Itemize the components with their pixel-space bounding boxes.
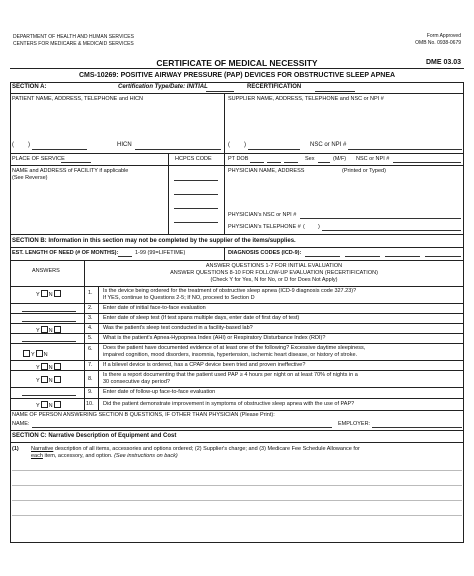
divider	[10, 234, 464, 235]
q4-number: 4.	[88, 325, 93, 331]
section-c-number: (1)	[12, 446, 19, 452]
hcpcs-field-4[interactable]	[174, 222, 218, 223]
sex-hint: (M/F)	[333, 156, 347, 162]
name-label: NAME:	[12, 421, 30, 427]
q7-no-checkbox[interactable]	[54, 363, 61, 370]
q1-answer[interactable]: Y N	[36, 290, 62, 299]
hcpcs-field-1[interactable]	[174, 180, 218, 181]
section-c-entry-line[interactable]	[12, 470, 462, 471]
q1-text: Is the device being ordered for the treatment of obstructive sleep apnea (ICD-9 diagnosis code 327.23)?	[103, 288, 357, 294]
q8-yes-checkbox[interactable]	[41, 376, 48, 383]
see-reverse-label: (See Reverse)	[12, 175, 48, 181]
section-c-entry-line[interactable]	[12, 515, 462, 516]
diagnosis-field-1[interactable]	[305, 256, 340, 257]
q5-text: What is the patient's Apnea-Hypopnea Index (AHI) or Respiratory Disturbance Index (RDI)?	[103, 335, 326, 341]
section-c-line-1: Narrative description of all items, accessories and options ordered; (2) Supplier's charge; and (3) Medicare Fee Schedule Allowance for	[31, 446, 360, 452]
divider	[10, 82, 464, 83]
supplier-nsc-field[interactable]	[348, 149, 462, 150]
column-divider	[224, 247, 225, 260]
q8-number: 8.	[88, 376, 93, 382]
divider	[10, 303, 464, 304]
frame-bottom	[10, 542, 464, 543]
dob-day-field[interactable]	[267, 162, 281, 163]
physician-phone-close: )	[318, 224, 320, 230]
q3-number: 3.	[88, 315, 93, 321]
agency-line-2: CENTERS FOR MEDICARE & MEDICAID SERVICES	[13, 41, 134, 47]
patient-phone-open: (	[12, 142, 14, 148]
q4-answer[interactable]: Y N	[36, 326, 62, 335]
instructions-1: ANSWER QUESTIONS 1-7 FOR INITIAL EVALUATION	[205, 263, 343, 269]
q7-text: If a bilevel device is ordered, has a CPAP device been tried and proven ineffective?	[103, 362, 306, 368]
q8-no-checkbox[interactable]	[54, 376, 61, 383]
physician-nsc-short: NSC or NPI #	[356, 156, 390, 162]
section-c-header: SECTION C: Narrative Description of Equipment and Cost	[12, 433, 177, 439]
name-field[interactable]	[32, 427, 332, 428]
form-code: DME 03.03	[425, 59, 461, 66]
divider	[10, 442, 464, 443]
hicn-field[interactable]	[135, 149, 221, 150]
agency-line-1: DEPARTMENT OF HEALTH AND HUMAN SERVICES	[13, 34, 134, 40]
physician-nsc-label: PHYSICIAN's NSC or NPI #	[228, 212, 297, 218]
column-divider	[84, 387, 85, 411]
initial-date-field[interactable]	[206, 91, 234, 92]
q7-answer[interactable]: Y N	[36, 363, 62, 372]
q4-yes-checkbox[interactable]	[41, 326, 48, 333]
dob-month-field[interactable]	[250, 162, 264, 163]
section-c-line-2: each item, accessory, and option. (See instructions on back)	[31, 453, 178, 459]
answers-header: ANSWERS	[32, 268, 60, 274]
q2-number: 2.	[88, 305, 93, 311]
q10-no-checkbox[interactable]	[54, 401, 61, 408]
est-length-field[interactable]	[118, 256, 132, 257]
q7-number: 7.	[88, 362, 93, 368]
omb-number: OMB No. 0938-0679	[415, 40, 461, 46]
est-length-label: EST. LENGTH OF NEED (# OF MONTHS):	[12, 250, 119, 256]
q8-answer[interactable]: Y N	[36, 376, 62, 385]
q2-text: Enter date of initial face-to-face evaluation	[103, 305, 206, 311]
q9-date-field[interactable]	[22, 395, 76, 396]
q6-answer[interactable]: Y N	[22, 350, 48, 359]
supplier-phone-field[interactable]	[248, 149, 300, 150]
person-answering-label: NAME OF PERSON ANSWERING SECTION B QUESTIONS, IF OTHER THAN PHYSICIAN (Please Print):	[12, 412, 275, 418]
form-title: CERTIFICATE OF MEDICAL NECESSITY	[156, 58, 318, 68]
number-column-divider	[98, 387, 99, 411]
diagnosis-field-4[interactable]	[425, 256, 461, 257]
q4-text: Was the patient's sleep test conducted in a facility-based lab?	[103, 325, 253, 331]
place-of-service-field[interactable]	[61, 162, 91, 163]
section-c-entry-line[interactable]	[12, 500, 462, 501]
q6-text-2: impaired cognition, mood disorders, insomnia, hypertension, ischemic heart disease, or history of stroke.	[103, 352, 358, 358]
q1-no-checkbox[interactable]	[54, 290, 61, 297]
divider	[10, 313, 464, 314]
instructions-3: (Check Y for Yes, N for No, or D for Does Not Apply)	[210, 277, 338, 283]
diagnosis-field-3[interactable]	[385, 256, 420, 257]
q6-no-checkbox[interactable]	[36, 350, 43, 357]
hcpcs-label: HCPCS CODE	[175, 156, 212, 162]
divider	[10, 343, 464, 344]
q1-yes-checkbox[interactable]	[41, 290, 48, 297]
physician-phone-field[interactable]	[322, 230, 461, 231]
supplier-nsc-label: NSC or NPI #	[310, 142, 347, 148]
sex-label: Sex	[305, 156, 315, 162]
q9-number: 9.	[88, 389, 93, 395]
q3-text: Enter date of sleep test (If test spans multiple days, enter date of first day of test)	[103, 315, 300, 321]
patient-phone-close: )	[28, 142, 30, 148]
q1-text-2: If YES, continue to Questions 2-5; If NO, proceed to Section D	[103, 295, 255, 301]
column-divider	[224, 93, 225, 234]
diagnosis-label: DIAGNOSIS CODES (ICD-9):	[228, 250, 302, 256]
divider	[10, 247, 464, 248]
employer-label: EMPLOYER:	[338, 421, 371, 427]
q6-number: 6.	[88, 346, 93, 352]
divider	[10, 360, 464, 361]
divider	[10, 323, 464, 324]
dob-year-field[interactable]	[284, 162, 298, 163]
facility-label: NAME and ADDRESS of FACILITY if applicable	[12, 168, 129, 174]
q5-number: 5.	[88, 335, 93, 341]
section-a-label: SECTION A:	[12, 84, 47, 90]
divider	[10, 260, 464, 261]
section-b-header: SECTION B: Information in this section may not be completed by the supplier of the items/supplies.	[12, 238, 296, 244]
employer-field[interactable]	[372, 427, 462, 428]
q6-yes-checkbox[interactable]	[23, 350, 30, 357]
supplier-phone-close: )	[244, 142, 246, 148]
divider	[10, 68, 464, 69]
q4-no-checkbox[interactable]	[54, 326, 61, 333]
q10-text: Did the patient demonstrate improvement in symptoms of obstructive sleep apnea with the use of PAP?	[103, 401, 355, 407]
sex-field[interactable]	[318, 162, 330, 163]
place-of-service-label: PLACE OF SERVICE	[12, 156, 65, 162]
divider	[10, 286, 464, 287]
recert-label: RECERTIFICATION	[247, 84, 302, 90]
hicn-label: HICN	[117, 142, 132, 148]
q10-number: 10.	[86, 401, 94, 407]
divider	[10, 398, 464, 399]
section-c-entry-line[interactable]	[12, 485, 462, 486]
diagnosis-field-2[interactable]	[345, 256, 380, 257]
form-approved: Form Approved	[426, 33, 461, 39]
q6-text: Does the patient have documented evidence of at least one of the following? Excessive daytime sleepiness,	[103, 345, 366, 351]
supplier-label: SUPPLIER NAME, ADDRESS, TELEPHONE and NSC or NPI #	[228, 96, 384, 102]
q3-date-field[interactable]	[22, 321, 76, 322]
q10-yes-checkbox[interactable]	[41, 401, 48, 408]
patient-phone-field[interactable]	[32, 149, 87, 150]
est-length-range: 1-99 (99=LIFETIME)	[135, 250, 186, 256]
physician-phone-open: (	[303, 224, 305, 230]
q7-yes-checkbox[interactable]	[41, 363, 48, 370]
frame-right	[463, 82, 464, 542]
divider	[10, 153, 464, 154]
physician-phone-label: PHYSICIAN's TELEPHONE #	[228, 224, 301, 230]
hcpcs-field-2[interactable]	[174, 194, 218, 195]
form-subtitle: CMS-10269: POSITIVE AIRWAY PRESSURE (PAP) DEVICES FOR OBSTRUCTIVE SLEEP APNEA	[78, 72, 396, 79]
divider	[10, 165, 464, 166]
patient-label: PATIENT NAME, ADDRESS, TELEPHONE and HICN	[12, 96, 144, 102]
printed-typed: (Printed or Typed)	[342, 168, 386, 174]
instructions-2: ANSWER QUESTIONS 8-10 FOR FOLLOW-UP EVALUATION (RECERTIFICATION)	[170, 270, 378, 276]
recert-date-field[interactable]	[315, 91, 355, 92]
q8-text-2: 30 consecutive day period?	[103, 379, 170, 385]
physician-nsc-short-field[interactable]	[393, 162, 461, 163]
frame-left	[10, 82, 11, 542]
divider	[10, 410, 464, 411]
q1-number: 1.	[88, 290, 93, 296]
q8-text: Is there a report documenting that the patient used PAP ≥ 4 hours per night on at least 70% of nights in a	[103, 372, 358, 378]
q5-ahi-field[interactable]	[22, 341, 76, 342]
physician-label: PHYSICIAN NAME, ADDRESS	[228, 168, 305, 174]
divider	[10, 387, 464, 388]
divider	[10, 370, 464, 371]
number-column-divider	[98, 286, 99, 390]
physician-nsc-field[interactable]	[300, 218, 461, 219]
cert-type-label: Certification Type/Date: INITIAL	[118, 84, 208, 90]
divider	[10, 93, 464, 94]
divider	[10, 333, 464, 334]
hcpcs-field-3[interactable]	[174, 208, 218, 209]
supplier-phone-open: (	[228, 142, 230, 148]
pt-dob-label: PT DOB	[228, 156, 249, 162]
divider	[10, 430, 464, 431]
q2-date-field[interactable]	[22, 311, 76, 312]
q10-answer[interactable]: Y N	[36, 401, 62, 410]
q9-text: Enter date of follow-up face-to-face evaluation	[103, 389, 216, 395]
